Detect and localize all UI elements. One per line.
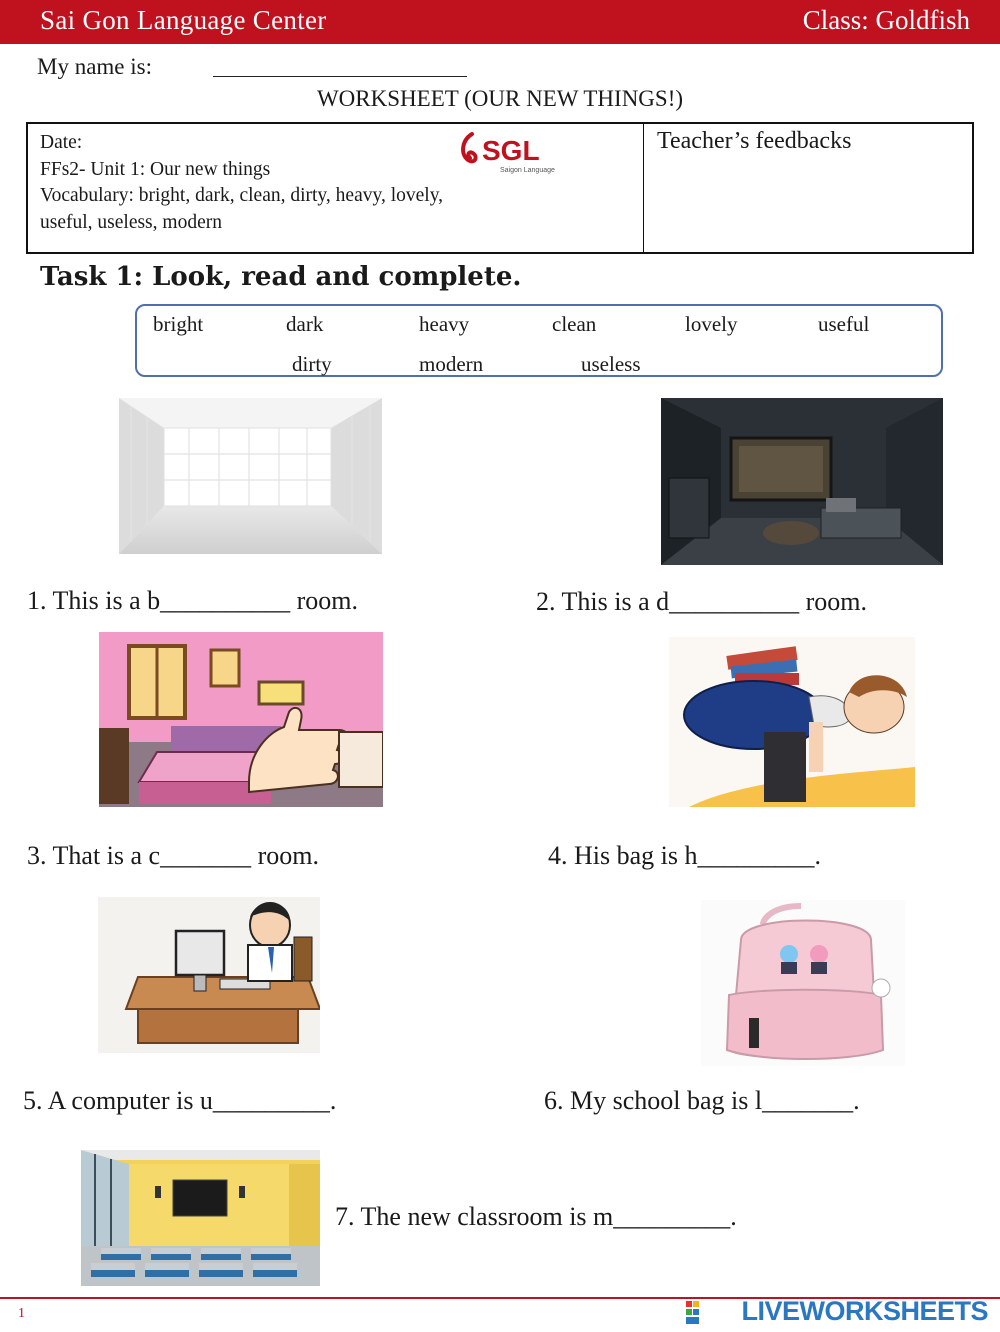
sentence-6[interactable]: 6. My school bag is l_______. <box>544 1086 860 1115</box>
bright-room-image <box>119 398 382 554</box>
vocab-line-2: useful, useless, modern <box>40 211 222 233</box>
unit-label: FFs2- Unit 1: Our new things <box>40 158 271 180</box>
sentence-2[interactable]: 2. This is a d__________ room. <box>536 587 868 616</box>
word-bright: bright <box>153 312 204 336</box>
word-bank <box>135 304 943 377</box>
worksheet-title: WORKSHEET (OUR NEW THINGS!) <box>316 86 684 111</box>
sgl-logo <box>458 128 558 178</box>
liveworksheets-brand[interactable]: LIVEWORKSHEETS <box>741 1296 988 1326</box>
page-number: 1 <box>18 1306 25 1321</box>
name-input-line[interactable] <box>213 76 467 77</box>
task-1-title: Task 1: Look, read and complete. <box>40 262 522 292</box>
word-useful: useful <box>818 312 870 336</box>
word-dark: dark <box>286 312 324 336</box>
dark-room-image <box>661 398 943 565</box>
word-useless: useless <box>581 352 641 376</box>
header-bar <box>0 0 1000 44</box>
date-label: Date: <box>40 132 83 153</box>
heavy-bag-image <box>669 637 915 807</box>
vocab-line-1: Vocabulary: bright, dark, clean, dirty, heavy, lovely, <box>40 185 444 206</box>
word-dirty: dirty <box>292 352 332 376</box>
word-modern: modern <box>419 352 484 376</box>
computer-image <box>98 897 320 1053</box>
word-clean: clean <box>552 312 597 336</box>
teacher-feedback-label: Teacher’s feedbacks <box>657 128 852 154</box>
class-name: Class: Goldfish <box>802 5 970 35</box>
sentence-7[interactable]: 7. The new classroom is m_________. <box>335 1202 737 1231</box>
sentence-3[interactable]: 3. That is a c_______ room. <box>27 841 319 870</box>
logo-text: SGL <box>482 135 540 166</box>
modern-classroom-image <box>81 1150 320 1286</box>
word-lovely: lovely <box>685 312 738 336</box>
school-name: Sai Gon Language Center <box>40 5 327 35</box>
word-heavy: heavy <box>419 312 470 336</box>
clean-room-image <box>99 632 383 807</box>
sentence-1[interactable]: 1. This is a b__________ room. <box>27 586 359 615</box>
name-prompt: My name is: <box>37 54 152 79</box>
sentence-4[interactable]: 4. His bag is h_________. <box>548 841 821 870</box>
logo-subtext: Saigon Language <box>500 167 555 174</box>
info-divider <box>643 122 644 254</box>
liveworksheets-badge-icon <box>686 1301 700 1325</box>
school-bag-image <box>701 900 905 1066</box>
sentence-5[interactable]: 5. A computer is u_________. <box>23 1086 337 1115</box>
